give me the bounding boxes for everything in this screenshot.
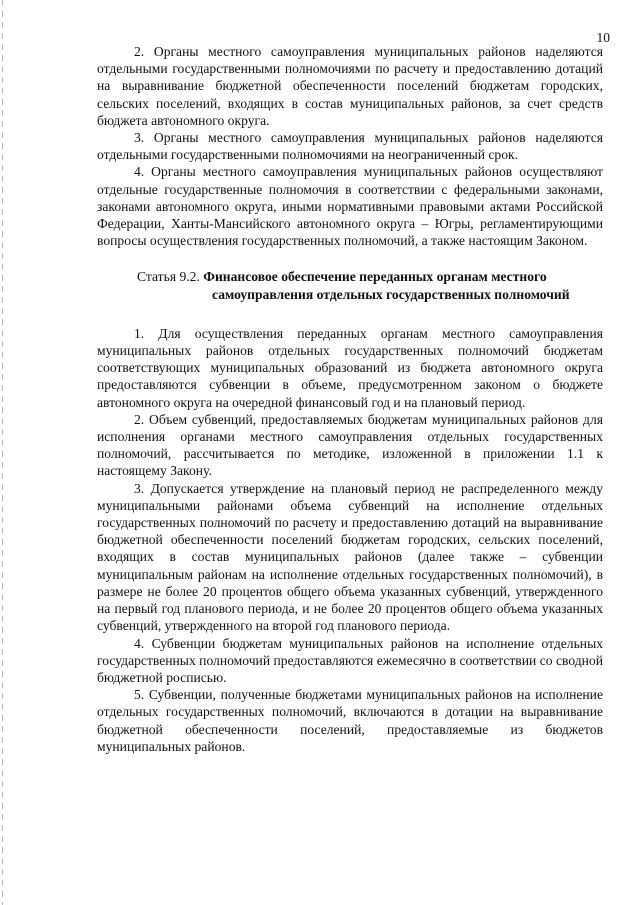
- paragraph-article-1: 1. Для осуществления переданных органам местного самоуправления муниципальных районов отдельных государственных полномочий бюджетам соответствующих муниципальных образований из бюджета автономного округа предоставляются субвенции в объеме, предусмотренном законом о бюджете автономного округа на очередной финансовый год и на плановый период.: [97, 325, 603, 410]
- page-number: 10: [596, 30, 610, 45]
- document-body: [97, 43, 603, 755]
- article-title-line1: Финансовое обеспечение переданных органам местного: [203, 269, 547, 285]
- paragraph-article-4: 4. Субвенции бюджетам муниципальных районов на исполнение отдельных государственных полномочий предоставляются ежемесячно в соответствии со сводной бюджетной росписью.: [97, 635, 603, 685]
- paragraph-top-2: 2. Органы местного самоуправления муниципальных районов наделяются отдельными государственными полномочиями по расчету и предоставлению дотаций на выравнивание бюджетной обеспеченности поселений бюджетам городских, сельских поселений, входящих в состав муниципальных районов, за счет средств бюджета автономного округа.: [97, 44, 603, 128]
- article-title-line2: самоуправления отдельных государственных полномочий: [212, 286, 570, 302]
- article-label: Статья 9.2.: [137, 269, 200, 285]
- paragraph-article-5: 5. Субвенции, полученные бюджетами муниципальных районов на исполнение отдельных государственных полномочий, включаются в дотации на выравнивание бюджетной обеспеченности поселений, предоставляемые из бюджетов муниципальных районов.: [97, 687, 603, 754]
- scan-edge-artifact: [2, 0, 3, 905]
- paragraph-article-3: 3. Допускается утверждение на плановый период не распределенного между муниципальными районами объема субвенций на исполнение отдельных государственных полномочий по расчету и предоставлению дотаций на выравнивание бюджетной обеспеченности поселений бюджетам городских, сельских поселений, входящих в состав муниципальных районов (далее также – субвенции муниципальным районам на исполнение отдельных государственных полномочий), в размере не более 20 процентов общего объема указанных субвенций, утвержденного на первый год планового периода, и не более 20 процентов общего объема указанных субвенций, утвержденного на второй год планового периода.: [97, 480, 603, 634]
- paragraph-top-4: 4. Органы местного самоуправления муниципальных районов осуществляют отдельные государственные полномочия в соответствии с федеральными законами, законами автономного округа, иными нормативными правовыми актами Российской Федерации, Ханты-Мансийского автономного округа – Югры, регламентирующими вопросы осуществления государственных полномочий, а также настоящим Законом.: [97, 164, 603, 249]
- paragraph-article-2: 2. Объем субвенций, предоставляемых бюджетам муниципальных районов для исполнения органами местного самоуправления отдельных государственных полномочий, рассчитывается по методике, изложенной в приложении 1.1 к настоящему Закону.: [97, 411, 603, 479]
- article-heading: [97, 268, 603, 302]
- paragraph-top-3: 3. Органы местного самоуправления муниципальных районов наделяются отдельными государственными полномочиями на неограниченный срок.: [97, 130, 603, 163]
